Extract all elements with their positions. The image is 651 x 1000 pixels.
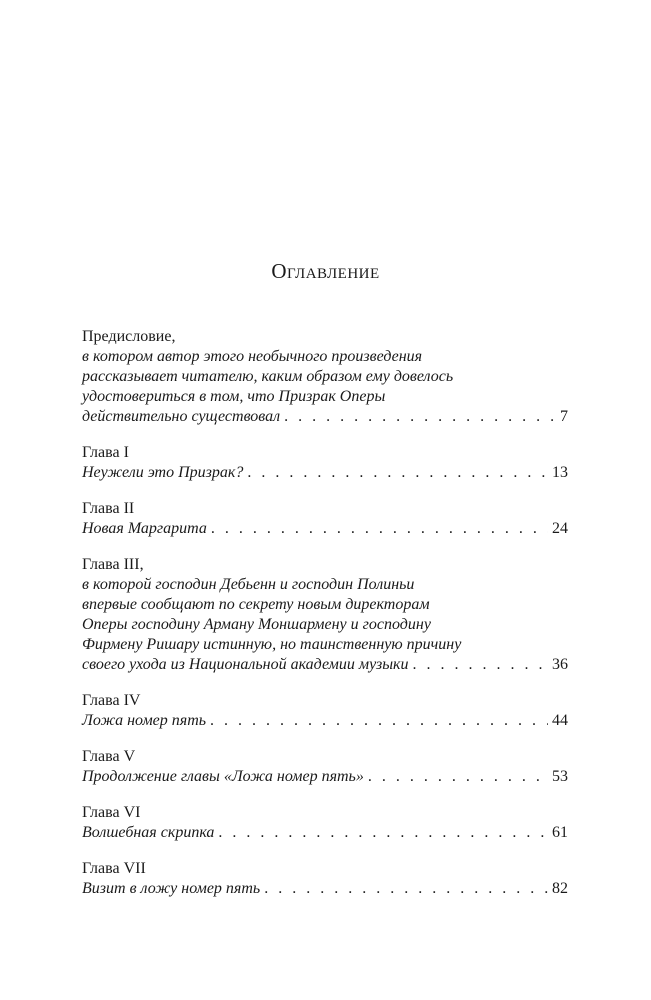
toc-line[interactable] [82,823,568,843]
chapter-label: Глава IV [82,692,141,709]
chapter-title: Волшебная скрипка [82,824,215,841]
toc-line[interactable] [82,463,568,483]
toc-line[interactable] [82,767,568,787]
page-number: 36 [552,656,568,673]
chapter-title: Продолжение главы «Ложа номер пять» [82,768,364,785]
dot-leader [413,655,548,675]
chapter-description-line: в котором автор этого необычного произведения [82,348,423,365]
chapter-description-line: рассказывает читателю, каким образом ему довелось [82,368,454,385]
toc-entry-chapter-2 [82,498,568,539]
chapter-label: Глава III, [82,556,144,573]
chapter-label: Предисловие, [82,328,176,345]
dot-leader [368,767,548,787]
page-number: 7 [560,408,568,425]
toc-entry-preface [82,326,568,427]
chapter-description-line: в которой господин Дебьенн и господин Полиньи [82,576,415,593]
toc-entry-chapter-6 [82,802,568,843]
table-of-contents [82,326,568,914]
chapter-description-line: впервые сообщают по секрету новым директорам [82,596,430,613]
chapter-title: своего ухода из Национальной академии музыки [82,656,409,673]
dot-leader [210,711,548,731]
page-number: 82 [552,880,568,897]
chapter-description-line: Фирмену Ришару истинную, но таинственную причину [82,636,462,653]
chapter-label: Глава VI [82,804,141,821]
chapter-title: Новая Маргарита [82,520,207,537]
chapter-label: Глава V [82,748,136,765]
chapter-description-line: удостовериться в том, что Призрак Оперы [82,388,386,405]
chapter-title: Неужели это Призрак? [82,464,244,481]
dot-leader [211,519,548,539]
toc-entry-chapter-5 [82,746,568,787]
toc-line[interactable] [82,407,568,427]
chapter-label: Глава VII [82,860,146,877]
toc-entry-chapter-4 [82,690,568,731]
page-number: 61 [552,824,568,841]
page-number: 13 [552,464,568,481]
toc-line[interactable] [82,879,568,899]
chapter-label: Глава II [82,500,135,517]
page-title: Оглавление [271,259,380,283]
chapter-title: Визит в ложу номер пять [82,880,261,897]
page-number: 53 [552,768,568,785]
dot-leader [284,407,556,427]
chapter-title: Ложа номер пять [82,712,207,729]
chapter-description-line: Оперы господину Арману Моншармену и господину [82,616,431,633]
toc-entry-chapter-1 [82,442,568,483]
dot-leader [218,823,548,843]
toc-line[interactable] [82,519,568,539]
dot-leader [247,463,548,483]
page-number: 24 [552,520,568,537]
chapter-title: действительно существовал [82,408,281,425]
dot-leader [264,879,548,899]
toc-line[interactable] [82,711,568,731]
toc-entry-chapter-7 [82,858,568,899]
toc-line[interactable] [82,655,568,675]
chapter-label: Глава I [82,444,129,461]
page-number: 44 [552,712,568,729]
toc-entry-chapter-3 [82,554,568,675]
